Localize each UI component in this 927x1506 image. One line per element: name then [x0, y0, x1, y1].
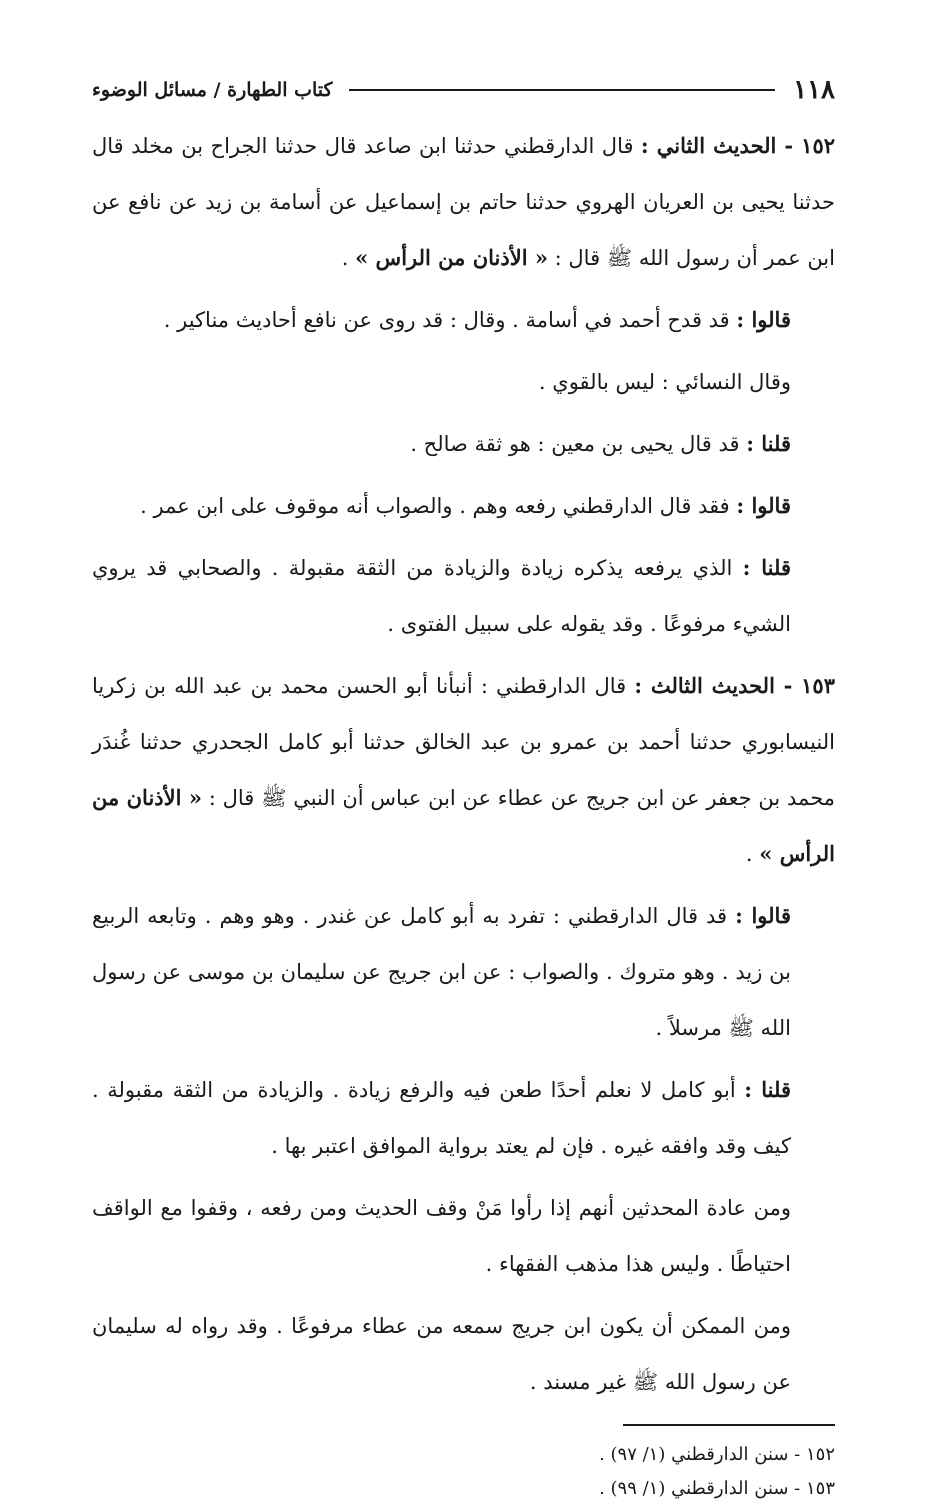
paragraph-text: فقد قال الدارقطني رفعه وهم . والصواب أنه موقوف على ابن عمر .: [140, 494, 737, 518]
paragraph-text: قد قدح أحمد في أسامة . وقال : قد روى عن نافع أحاديث مناكير .: [163, 308, 737, 332]
footnote: ١٥٢ - سنن الدارقطني (١/ ٩٧) .: [599, 1444, 835, 1465]
quoted-text: « الأذنان من الرأس »: [92, 785, 835, 866]
footnotes: [92, 1424, 835, 1506]
hadith-heading: ١٥٣ - الحديث الثالث :: [634, 673, 835, 698]
paragraph: [92, 478, 835, 534]
paragraph-tail: .: [745, 842, 760, 866]
paragraph: [92, 416, 835, 472]
paragraph: [92, 118, 835, 286]
speaker-label: قلنا :: [744, 1077, 791, 1102]
paragraph-text: قد قال يحيى بن معين : هو ثقة صالح .: [410, 432, 747, 456]
footnote-rule: [623, 1424, 835, 1426]
paragraph-text: ومن الممكن أن يكون ابن جريج سمعه من عطاء مرفوعًا . وقد رواه له سليمان عن رسول الله ﷺ غير مسند .: [92, 1314, 791, 1394]
paragraph: [92, 540, 835, 652]
paragraph-text: قال الدارقطني حدثنا ابن صاعد قال حدثنا الجراح بن مخلد قال حدثنا يحيى بن العريان الهروي حدثنا حاتم بن إسماعيل عن أسامة بن زيد عن نافع عن ابن عمر أن رسول الله ﷺ قال :: [92, 134, 835, 270]
paragraph-text: قد قال الدارقطني : تفرد به أبو كامل عن غندر . وهو وهم . وتابعه الربيع بن زيد . وهو متروك . والصواب : عن ابن جريج عن سليمان بن موسى عن رسول الله ﷺ مرسلاً .: [92, 904, 791, 1040]
paragraph: [92, 888, 835, 1056]
speaker-label: قالوا :: [736, 493, 791, 518]
quoted-text: « الأذنان من الرأس »: [355, 245, 548, 270]
running-title: كتاب الطهارة / مسائل الوضوء: [92, 79, 333, 101]
paragraph-text: وقال النسائي : ليس بالقوي .: [538, 370, 791, 394]
paragraph-text: قال الدارقطني : أنبأنا أبو الحسن محمد بن عبد الله بن زكريا النيسابوري حدثنا أحمد بن عمرو بن عبد الخالق حدثنا أبو كامل الجحدري حدثنا غُندَر محمد بن جعفر عن ابن جريج عن عطاء عن ابن عباس أن النبي ﷺ قال :: [92, 674, 835, 810]
paragraph: [92, 658, 835, 882]
paragraph-text: ومن عادة المحدثين أنهم إذا رأوا مَنْ وقف الحديث ومن رفعه ، وقفوا مع الواقف احتياطًا . وليس هذا مذهب الفقهاء .: [92, 1196, 791, 1276]
paragraph-tail: .: [341, 246, 356, 270]
footnote: ١٥٣ - سنن الدارقطني (١/ ٩٩) .: [599, 1478, 835, 1499]
header-rule: [349, 89, 776, 91]
paragraph-text: الذي يرفعه يذكره زيادة والزيادة من الثقة مقبولة . والصحابي قد يروي الشيء مرفوعًا . وقد يقوله على سبيل الفتوى .: [92, 556, 791, 636]
page-header: [92, 70, 835, 110]
speaker-label: قلنا :: [742, 555, 791, 580]
paragraph: [92, 1298, 835, 1410]
hadith-heading: ١٥٢ - الحديث الثاني :: [640, 133, 836, 158]
body-text: [92, 118, 835, 1410]
speaker-label: قالوا :: [735, 903, 791, 928]
paragraph: [92, 1180, 835, 1292]
paragraph: [92, 292, 835, 348]
paragraph: [92, 354, 835, 410]
paragraph-text: أبو كامل لا نعلم أحدًا طعن فيه والرفع زيادة . والزيادة من الثقة مقبولة . كيف وقد وافقه غيره . فإن لم يعتد برواية الموافق اعتبر بها .: [92, 1078, 791, 1158]
speaker-label: قالوا :: [736, 307, 791, 332]
page-number: ١١٨: [793, 75, 835, 105]
speaker-label: قلنا :: [746, 431, 791, 456]
paragraph: [92, 1062, 835, 1174]
